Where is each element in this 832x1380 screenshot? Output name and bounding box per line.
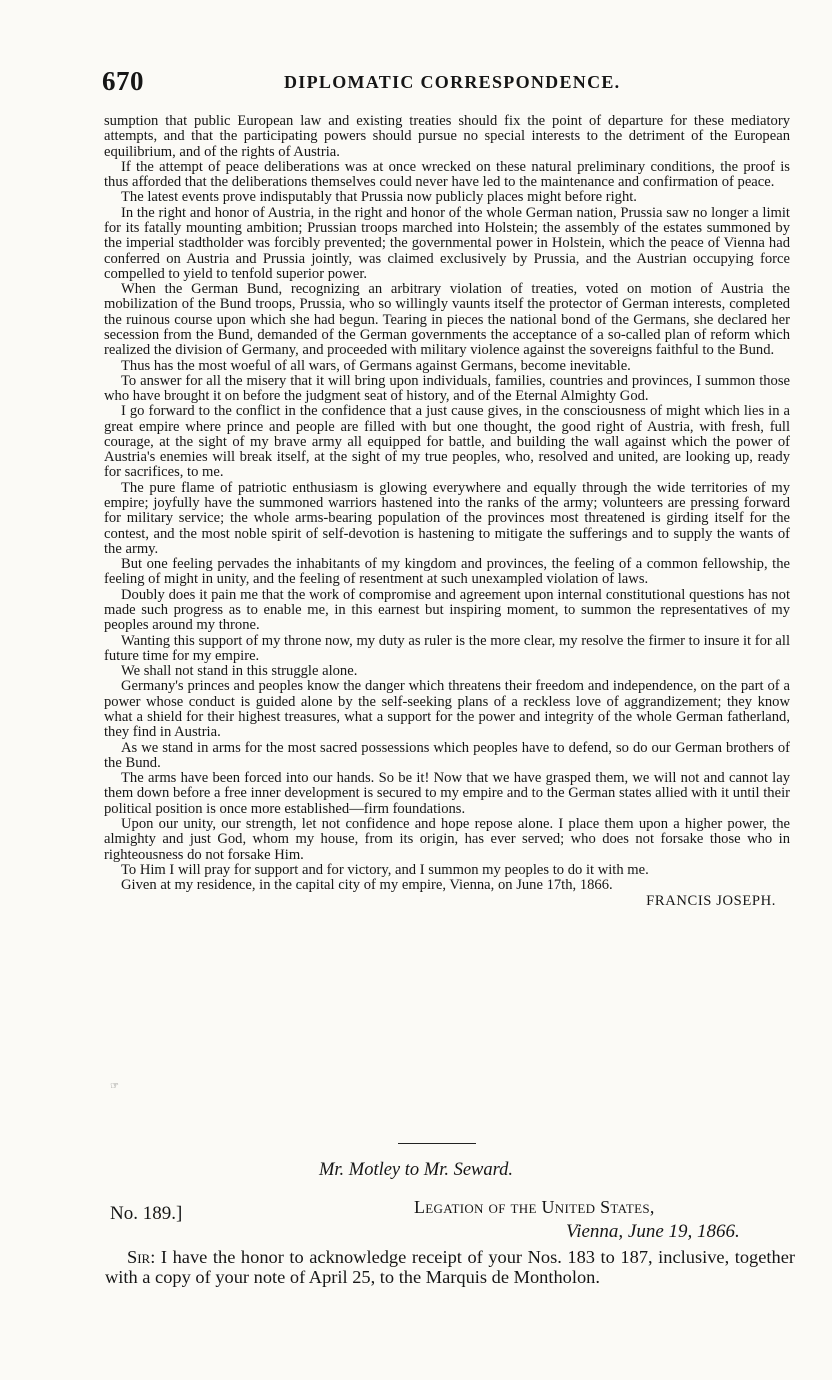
letter-opening-paragraph	[105, 1247, 795, 1287]
paragraph: In the right and honor of Austria, in the right and honor of the whole German nation, Prussia saw no longer a limit for its fatally mounting ambition; Prussian troops marched into Holstein; the assembly of the estates summoned by the imperial stadtholder was forcibly prevented; the governmental power in Holstein, which the peace of Vienna had conferred on Austria and Prussia jointly, was claimed exclusively by Prussia, and the Austrian occupying force compelled to yield to tenfold superior power.	[104, 204, 790, 282]
pointing-hand-icon: ☞	[110, 1081, 119, 1092]
paragraph: I go forward to the conflict in the confidence that a just cause gives, in the consciousness of might which lies in a great empire where prince and people are filled with but one thought, the good right of Austria, with fresh, full courage, at the sight of my brave army all equipped for battle, and building the wall against which the power of Austria's enemies will break itself, at the sight of my true peoples, who, resolved and united, are looking up, ready for sacrifices, to me.	[104, 403, 790, 481]
running-head: DIPLOMATIC CORRESPONDENCE.	[284, 72, 621, 92]
paragraph: Doubly does it pain me that the work of compromise and agreement upon internal constitutional questions has not made such progress as to enable me, in this earnest but inspiring moment, to summon the representatives of my peoples around my throne.	[104, 586, 790, 634]
document-number: No. 189.]	[110, 1203, 183, 1224]
paragraph: If the attempt of peace deliberations was at once wrecked on these natural preliminary conditions, the proof is thus afforded that the deliberations themselves could never have led to the maintenance and confirmation of peace.	[104, 158, 790, 191]
paragraph: sumption that public European law and existing treaties should fix the point of departure for these mediatory attempts, and that the participating powers should pursue no special interests to the detriment of the European equilibrium, and of the rights of Austria.	[104, 113, 790, 160]
letter-body	[105, 1247, 795, 1287]
paragraph: As we stand in arms for the most sacred possessions which peoples have to defend, so do our German brothers of the Bund.	[104, 739, 790, 771]
paragraph: We shall not stand in this struggle alone.	[121, 663, 358, 680]
proclamation-text	[104, 114, 790, 909]
place-date-text: Vienna, June 19, 1866.	[566, 1221, 740, 1242]
paragraph: Given at my residence, in the capital city of my empire, Vienna, on June 17th, 1866.	[121, 877, 613, 894]
letter-opening-text: I have the honor to acknowledge receipt of your Nos. 183 to 187, inclusive, together with a copy of your note of April 25, to the Marquis de Montholon.	[105, 1247, 795, 1287]
legation-heading: Legation of the United States,	[414, 1197, 655, 1217]
paragraph: To answer for all the misery that it will bring upon individuals, families, countries and provinces, I summon those who have brought it on before the judgment seat of history, and of the Eternal Almighty God.	[104, 372, 790, 405]
page-header	[102, 66, 792, 102]
paragraph: The latest events prove indisputably that Prussia now publicly places might before right.	[121, 189, 637, 206]
page-number: 670	[102, 66, 144, 96]
signature: FRANCIS JOSEPH.	[646, 893, 776, 910]
paragraph: Germany's princes and peoples know the danger which threatens their freedom and independence, on the part of a power whose conduct is guided alone by the self-seeking plans of a reckless love of aggrandizement; they know what a shield for their highest treasures, what a support for the power and integrity of the whole German fatherland, they find in Austria.	[104, 678, 790, 741]
salutation: Sir:	[127, 1247, 156, 1267]
letter-title: Mr. Motley to Mr. Seward.	[318, 1160, 514, 1180]
paragraph: When the German Bund, recognizing an arbitrary violation of treaties, voted on motion of Austria the mobilization of the Bund troops, Prussia, who so willingly vaunts itself the protector of German interests, completed the ruinous course upon which she had begun. Tearing in pieces the national bond of the Germans, she declared her secession from the Bund, demanded of the German governments the acceptance of a so-called plan of reform which realized the division of Germany, and proceeded with military violence against the sovereigns faithful to the Bund.	[104, 281, 790, 359]
paragraph: Wanting this support of my throne now, my duty as ruler is the more clear, my resolve the firmer to insure it for all future time for my empire.	[104, 632, 790, 664]
paragraph: To Him I will pray for support and for victory, and I summon my peoples to do it with me.	[121, 861, 649, 878]
paragraph: The pure flame of patriotic enthusiasm is glowing everywhere and equally through the wide territories of my empire; joyfully have the summoned warriors hastened into the ranks of the army; volunteers are pressing forward for military service; the whole arms-bearing population of the provinces most threatened is girding itself for the contest, and the most noble spirit of self-devotion is hastening to mitigate the sufferings and to supply the wants of the army.	[104, 479, 790, 557]
section-divider	[398, 1143, 476, 1144]
paragraph: Upon our unity, our strength, let not confidence and hope repose alone. I place them upon a higher power, the almighty and just God, whom my house, from its origin, has ever served; who does not forsake those who in righteousness do not forsake Him.	[104, 815, 790, 863]
paragraph: The arms have been forced into our hands. So be it! Now that we have grasped them, we will not and cannot lay them down before a free inner development is secured to my empire and to the German states allied with it until their political position is once more established—firm foundations.	[104, 770, 790, 817]
place-date	[566, 1221, 740, 1243]
paragraph: But one feeling pervades the inhabitants of my kingdom and provinces, the feeling of a common fellowship, the feeling of might in unity, and the feeling of resentment at such unexampled violation of laws.	[104, 556, 790, 588]
paragraph: Thus has the most woeful of all wars, of Germans against Germans, become inevitable.	[121, 357, 631, 374]
